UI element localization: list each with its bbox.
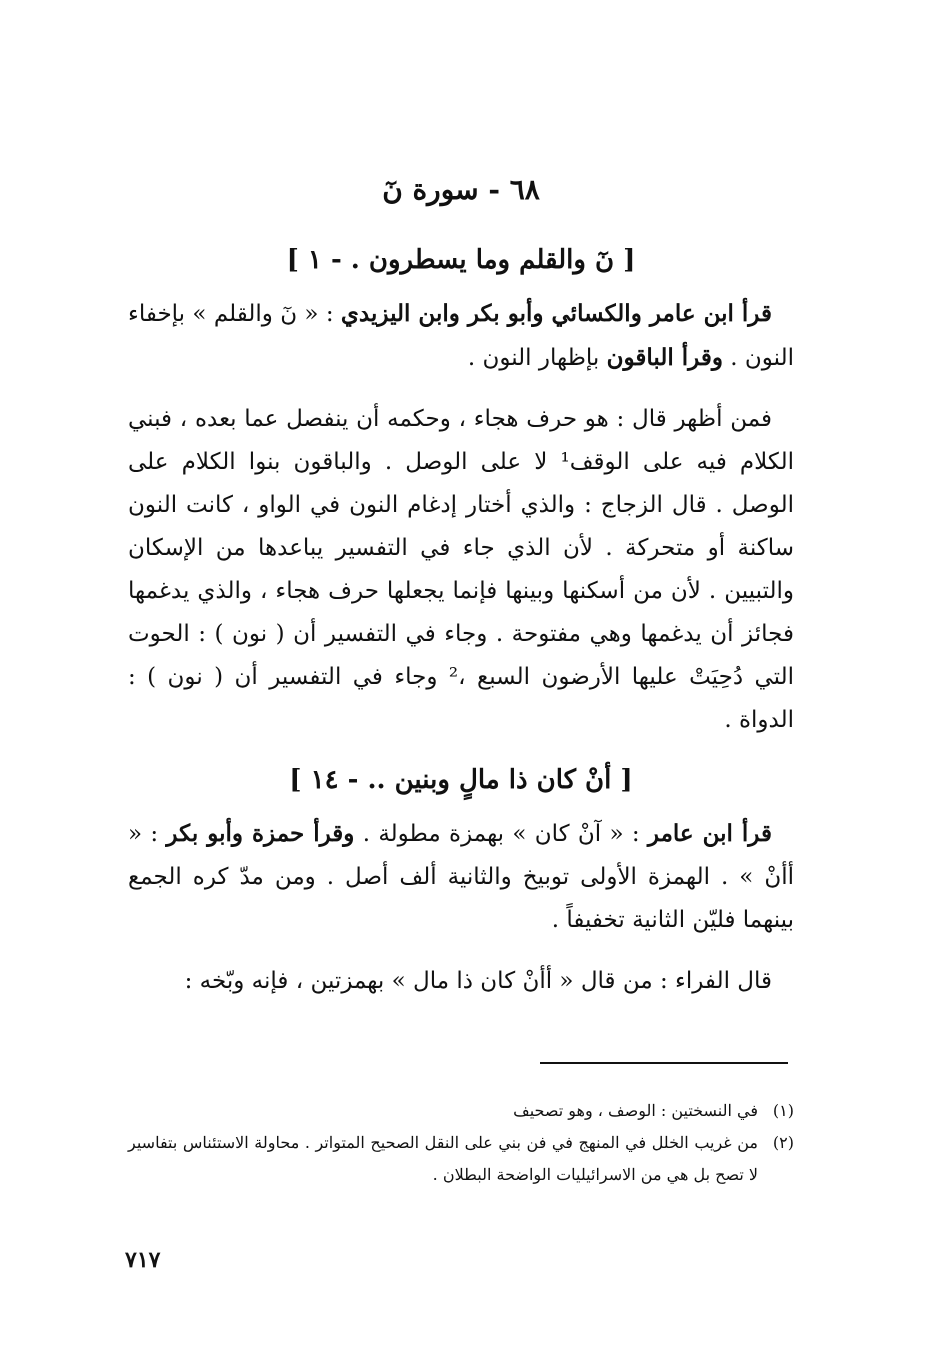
footnote-text: من غريب الخلل في المنهج في فن بني على النقل الصحيح المتواتر . محاولة الاستئناس بتفاسير لا تصح بل هي من الاسرائيليات الواضحة البطلان . bbox=[128, 1133, 758, 1184]
paragraph bbox=[128, 292, 794, 380]
reciters-bold: قرأ ابن عامر والكسائي وأبو بكر وابن اليزيدي bbox=[340, 300, 772, 327]
footnote-number: (١) bbox=[772, 1101, 794, 1120]
paragraph-text: بإظهار النون . bbox=[467, 345, 607, 371]
paragraph: قال الفراء : من قال « أأنْ كان ذا مال » بهمزتين ، فإنه وبّخه : bbox=[184, 968, 772, 994]
reciters-bold: قرأ ابن عامر bbox=[647, 820, 772, 847]
footnotes bbox=[128, 1095, 794, 1191]
reciters-bold: وقرأ الباقون bbox=[606, 344, 723, 371]
footnote-text: في النسختين : الوصف ، وهو تصحيف bbox=[513, 1101, 758, 1120]
paragraph-text: : « نٓ والقلم » بإخفاء النون . bbox=[128, 301, 794, 371]
verse-heading: [ أنْ كان ذا مالٍ وبنين .. - ١٤ ] bbox=[289, 765, 633, 795]
paragraph-text: : « آنْ كان » بهمزة مطولة . bbox=[354, 821, 648, 847]
footnote-separator bbox=[540, 1062, 788, 1064]
main-text bbox=[128, 170, 794, 1021]
verse-heading: [ نٓ والقلم وما يسطرون . - ١ ] bbox=[286, 245, 636, 275]
section-2 bbox=[128, 760, 794, 1003]
page-number: ٧١٧ bbox=[125, 1247, 161, 1273]
footnote bbox=[128, 1095, 794, 1127]
reciters-bold: وقرأ حمزة وأبو بكر bbox=[166, 820, 355, 847]
surah-title: ٦٨ - سورة نٓ bbox=[382, 173, 540, 206]
section-1 bbox=[128, 240, 794, 742]
paragraph bbox=[128, 812, 794, 942]
paragraph-text: : « أأنْ » . الهمزة الأولى توبيخ والثانية ألف أصل . ومن مدّ كره الجمع بينهما فليّن الثانية تخفيفاً . bbox=[128, 821, 794, 933]
footnote bbox=[128, 1127, 794, 1191]
footnote-number: (٢) bbox=[772, 1133, 794, 1152]
paragraph: فمن أظهر قال : هو حرف هجاء ، وحكمه أن ينفصل عما بعده ، فبني الكلام فيه على الوقف¹ لا على الوصل . والباقون بنوا الكلام على الوصل . قال الزجاج : والذي أختار إدغام النون في الواو ، كانت النون ساكنة أو متحركة . لأن الذي جاء في التفسير يباعدها من الإسكان والتبيين . لأن من أسكنها وبينها فإنما يجعلها حرف هجاء ، والذي يدغمها فجائز أن يدغمها وهي مفتوحة . وجاء في التفسير أن ( نون ) : الحوت التي دُحِيَتْ عليها الأرضون السبع ،² وجاء في التفسير أن ( نون ) : الدواة . bbox=[128, 406, 795, 733]
